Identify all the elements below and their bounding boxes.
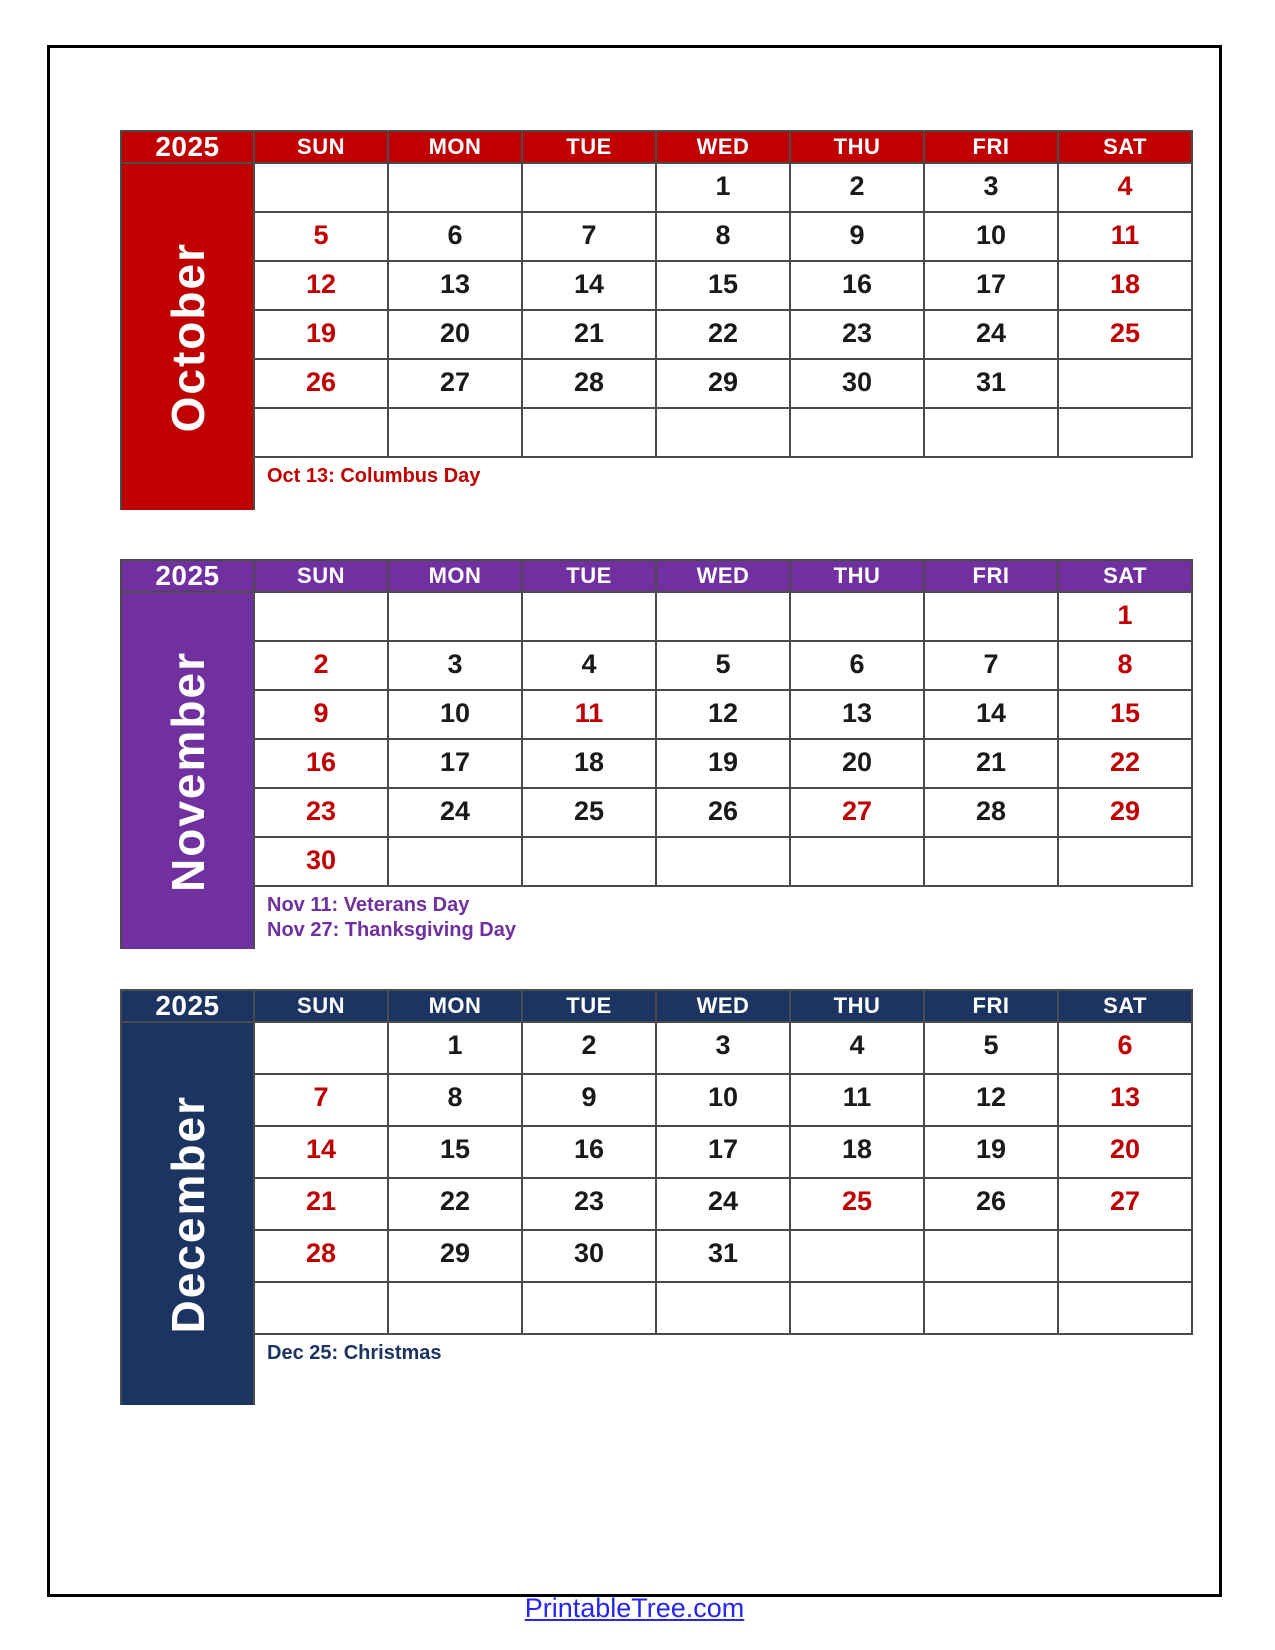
weekday-label-mon: MON [389,130,523,164]
date-cell: 9 [791,213,925,262]
date-cell [791,838,925,887]
date-cell: 1 [657,164,791,213]
date-cell [657,838,791,887]
weekday-label-fri: FRI [925,989,1059,1023]
date-cell: 7 [523,213,657,262]
date-cell [791,409,925,458]
date-cell: 12 [925,1075,1059,1127]
weekday-label-tue: TUE [523,989,657,1023]
calendar-november [120,559,1193,949]
weekday-label-sun: SUN [255,130,389,164]
date-cell: 28 [925,789,1059,838]
weekday-label-fri: FRI [925,130,1059,164]
date-cell: 24 [657,1179,791,1231]
date-cell: 15 [1059,691,1193,740]
date-cell [657,1283,791,1335]
date-cell: 7 [925,642,1059,691]
date-cell: 3 [389,642,523,691]
date-cell [523,409,657,458]
month-band [120,164,255,510]
date-cell: 30 [255,838,389,887]
date-cell: 20 [389,311,523,360]
date-cell: 27 [389,360,523,409]
date-cell [1059,1283,1193,1335]
date-cell: 26 [255,360,389,409]
date-cell: 19 [925,1127,1059,1179]
weekday-label-sat: SAT [1059,130,1193,164]
holiday-notes [255,458,1193,510]
date-cell: 14 [925,691,1059,740]
weekday-label-tue: TUE [523,559,657,593]
date-cell [925,838,1059,887]
month-name: October [161,241,214,433]
date-cell: 21 [255,1179,389,1231]
date-cell: 22 [1059,740,1193,789]
date-cell: 14 [523,262,657,311]
weekday-label-wed: WED [657,559,791,593]
weekday-label-sat: SAT [1059,989,1193,1023]
holiday-note: Dec 25: Christmas [267,1342,442,1364]
date-cell: 14 [255,1127,389,1179]
date-cell: 8 [1059,642,1193,691]
year-label: 2025 [120,989,255,1023]
date-cell: 5 [255,213,389,262]
date-cell: 12 [657,691,791,740]
date-cell [255,593,389,642]
month-band [120,1023,255,1405]
holiday-notes [255,1335,1193,1405]
date-cell: 31 [657,1231,791,1283]
date-cell: 10 [925,213,1059,262]
date-cell [925,1283,1059,1335]
date-cell: 3 [657,1023,791,1075]
date-cell: 24 [925,311,1059,360]
date-cell: 7 [255,1075,389,1127]
date-cell: 1 [1059,593,1193,642]
date-cell: 16 [255,740,389,789]
date-cell [255,409,389,458]
date-cell: 30 [791,360,925,409]
date-cell [1059,409,1193,458]
date-cell: 8 [657,213,791,262]
date-cell: 28 [255,1231,389,1283]
weekday-label-thu: THU [791,559,925,593]
date-cell: 25 [1059,311,1193,360]
page-frame [47,45,1222,1623]
holiday-notes [255,887,1193,949]
date-cell: 16 [523,1127,657,1179]
weekday-label-sun: SUN [255,989,389,1023]
weekday-label-sun: SUN [255,559,389,593]
date-cell: 1 [389,1023,523,1075]
weekday-label-thu: THU [791,989,925,1023]
date-cell: 17 [657,1127,791,1179]
weekday-label-mon: MON [389,559,523,593]
date-cell: 2 [523,1023,657,1075]
date-cell: 21 [925,740,1059,789]
month-name: November [161,650,214,892]
date-cell: 21 [523,311,657,360]
year-label: 2025 [120,130,255,164]
date-cell: 23 [255,789,389,838]
date-cell: 17 [925,262,1059,311]
holiday-note: Oct 13: Columbus Day [267,465,481,487]
date-cell: 20 [1059,1127,1193,1179]
date-cell: 2 [791,164,925,213]
date-cell: 11 [1059,213,1193,262]
date-cell [791,1283,925,1335]
date-cell: 29 [657,360,791,409]
calendar-october [120,130,1193,510]
weekday-label-mon: MON [389,989,523,1023]
date-cell [1059,1231,1193,1283]
footer-link[interactable]: PrintableTree.com [524,1593,745,1623]
date-cell [389,838,523,887]
date-cell: 26 [657,789,791,838]
holiday-note: Nov 11: Veterans Day [267,894,470,916]
date-cell: 29 [389,1231,523,1283]
date-cell: 13 [389,262,523,311]
date-cell: 2 [255,642,389,691]
date-cell: 22 [389,1179,523,1231]
date-cell: 10 [657,1075,791,1127]
date-cell: 18 [791,1127,925,1179]
date-cell: 25 [791,1179,925,1231]
date-cell: 12 [255,262,389,311]
weekday-label-sat: SAT [1059,559,1193,593]
weekday-label-tue: TUE [523,130,657,164]
date-cell: 8 [389,1075,523,1127]
date-cell [657,593,791,642]
weekday-label-wed: WED [657,130,791,164]
date-cell [925,1231,1059,1283]
date-cell [1059,360,1193,409]
date-cell [523,838,657,887]
date-cell: 29 [1059,789,1193,838]
date-cell [1059,838,1193,887]
date-cell: 6 [791,642,925,691]
date-cell: 6 [389,213,523,262]
date-cell: 4 [791,1023,925,1075]
date-cell: 19 [255,311,389,360]
date-cell: 10 [389,691,523,740]
date-cell: 25 [523,789,657,838]
date-cell: 13 [1059,1075,1193,1127]
date-cell [791,1231,925,1283]
date-cell: 11 [791,1075,925,1127]
date-cell: 4 [523,642,657,691]
date-cell [523,164,657,213]
date-cell [523,1283,657,1335]
date-cell [389,164,523,213]
year-label: 2025 [120,559,255,593]
date-cell [925,409,1059,458]
holiday-note: Nov 27: Thanksgiving Day [267,919,516,941]
weekday-label-wed: WED [657,989,791,1023]
date-cell: 5 [657,642,791,691]
date-cell: 19 [657,740,791,789]
date-cell: 4 [1059,164,1193,213]
date-cell [389,409,523,458]
date-cell: 23 [791,311,925,360]
date-cell: 9 [255,691,389,740]
date-cell [255,1023,389,1075]
date-cell: 20 [791,740,925,789]
date-cell: 13 [791,691,925,740]
date-cell [523,593,657,642]
date-cell: 16 [791,262,925,311]
date-cell: 24 [389,789,523,838]
date-cell: 3 [925,164,1059,213]
date-cell: 27 [1059,1179,1193,1231]
date-cell: 30 [523,1231,657,1283]
date-cell: 18 [1059,262,1193,311]
date-cell: 31 [925,360,1059,409]
date-cell [791,593,925,642]
weekday-label-fri: FRI [925,559,1059,593]
date-cell [389,593,523,642]
date-cell: 23 [523,1179,657,1231]
date-cell: 28 [523,360,657,409]
date-cell: 9 [523,1075,657,1127]
weekday-label-thu: THU [791,130,925,164]
date-cell [255,164,389,213]
date-cell [389,1283,523,1335]
date-cell [255,1283,389,1335]
date-cell: 26 [925,1179,1059,1231]
date-cell: 18 [523,740,657,789]
date-cell: 5 [925,1023,1059,1075]
calendar-december [120,989,1193,1405]
date-cell: 11 [523,691,657,740]
date-cell: 17 [389,740,523,789]
date-cell: 15 [389,1127,523,1179]
date-cell [925,593,1059,642]
date-cell: 15 [657,262,791,311]
month-name: December [161,1094,214,1334]
date-cell: 22 [657,311,791,360]
month-band [120,593,255,949]
date-cell: 27 [791,789,925,838]
date-cell: 6 [1059,1023,1193,1075]
date-cell [657,409,791,458]
